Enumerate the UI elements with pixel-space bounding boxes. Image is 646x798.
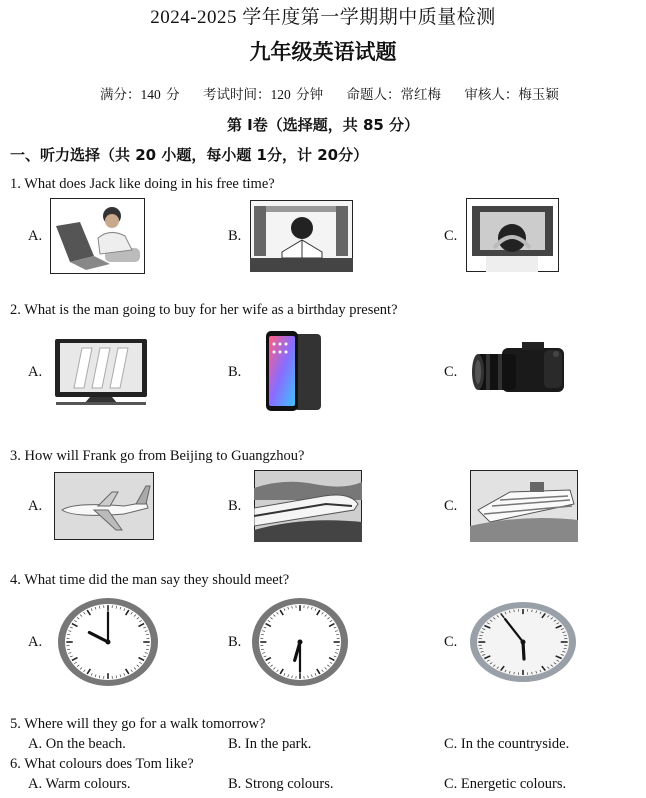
- option-letter[interactable]: A.: [28, 498, 43, 514]
- option-letter[interactable]: A.: [28, 364, 43, 380]
- option-text: Warm colours.: [45, 776, 131, 792]
- exam-title: 2024-2025 学年度第一学期期中质量检测: [150, 7, 496, 28]
- question-number: 5.: [10, 716, 21, 732]
- clock-a-image[interactable]: [56, 596, 160, 688]
- question-author: 命题人：常红梅: [346, 87, 441, 102]
- option-a[interactable]: [28, 736, 126, 753]
- section-heading: 一、听力选择（共 20 小题，每小题 1分，计 20分）: [10, 146, 369, 164]
- option-text: Energetic colours.: [460, 776, 567, 792]
- option-b[interactable]: [228, 736, 311, 753]
- clock-b-image[interactable]: [250, 596, 350, 688]
- television-image[interactable]: [54, 338, 148, 406]
- option-letter: A.: [28, 736, 43, 752]
- question-number: 4.: [10, 572, 21, 588]
- exam-info: [100, 83, 577, 103]
- option-letter: C.: [444, 736, 458, 752]
- option-text: Strong colours.: [244, 776, 334, 792]
- option-c[interactable]: [444, 776, 566, 793]
- question-2: [10, 302, 398, 319]
- option-letter[interactable]: B.: [228, 634, 242, 650]
- question-1: [10, 176, 275, 193]
- question-4: [10, 572, 289, 589]
- question-number: 1.: [10, 176, 21, 192]
- boy-reading-image[interactable]: [250, 200, 353, 272]
- question-number: 6.: [10, 756, 21, 772]
- option-letter[interactable]: C.: [444, 498, 458, 514]
- question-number: 3.: [10, 448, 21, 464]
- question-6: [10, 756, 194, 773]
- exam-time: 考试时间：120 分钟: [203, 87, 324, 102]
- option-letter[interactable]: B.: [228, 498, 242, 514]
- full-score: 满分：140 分: [100, 87, 180, 102]
- option-letter[interactable]: B.: [228, 364, 242, 380]
- option-c[interactable]: [444, 736, 569, 753]
- cruise-ship-image[interactable]: [470, 470, 578, 542]
- question-text: Where will they go for a walk tomorrow?: [24, 716, 266, 732]
- question-text: What does Jack like doing in his free time?: [24, 176, 275, 192]
- option-text: On the beach.: [45, 736, 126, 752]
- airplane-image[interactable]: [54, 472, 154, 540]
- option-text: In the park.: [244, 736, 312, 752]
- option-b[interactable]: [228, 776, 334, 793]
- camera-image[interactable]: [472, 340, 568, 400]
- option-letter[interactable]: A.: [28, 228, 43, 244]
- part-heading: 第 Ⅰ卷（选择题，共 85 分）: [226, 116, 420, 134]
- option-letter[interactable]: C.: [444, 228, 458, 244]
- exam-subtitle: 九年级英语试题: [249, 40, 397, 64]
- option-letter: B.: [228, 776, 242, 792]
- clock-c-image[interactable]: [468, 600, 578, 684]
- question-5: [10, 716, 265, 733]
- question-text: What colours does Tom like?: [24, 756, 194, 772]
- option-letter[interactable]: B.: [228, 228, 242, 244]
- question-text: How will Frank go from Beijing to Guangzhou?: [24, 448, 305, 464]
- question-reviewer: 审核人：梅玉颖: [464, 87, 559, 102]
- question-text: What is the man going to buy for her wife as a birthday present?: [24, 302, 398, 318]
- question-number: 2.: [10, 302, 21, 318]
- question-3: [10, 448, 304, 465]
- option-letter[interactable]: C.: [444, 634, 458, 650]
- question-text: What time did the man say they should meet?: [24, 572, 290, 588]
- boy-laptop-image[interactable]: [50, 198, 145, 274]
- smartphone-image[interactable]: [264, 330, 322, 412]
- boy-tv-image[interactable]: [466, 198, 559, 272]
- option-letter[interactable]: A.: [28, 634, 43, 650]
- option-a[interactable]: [28, 776, 131, 793]
- high-speed-train-image[interactable]: [254, 470, 362, 542]
- option-letter: A.: [28, 776, 43, 792]
- option-letter: B.: [228, 736, 242, 752]
- option-letter: C.: [444, 776, 458, 792]
- option-text: In the countryside.: [460, 736, 570, 752]
- option-letter[interactable]: C.: [444, 364, 458, 380]
